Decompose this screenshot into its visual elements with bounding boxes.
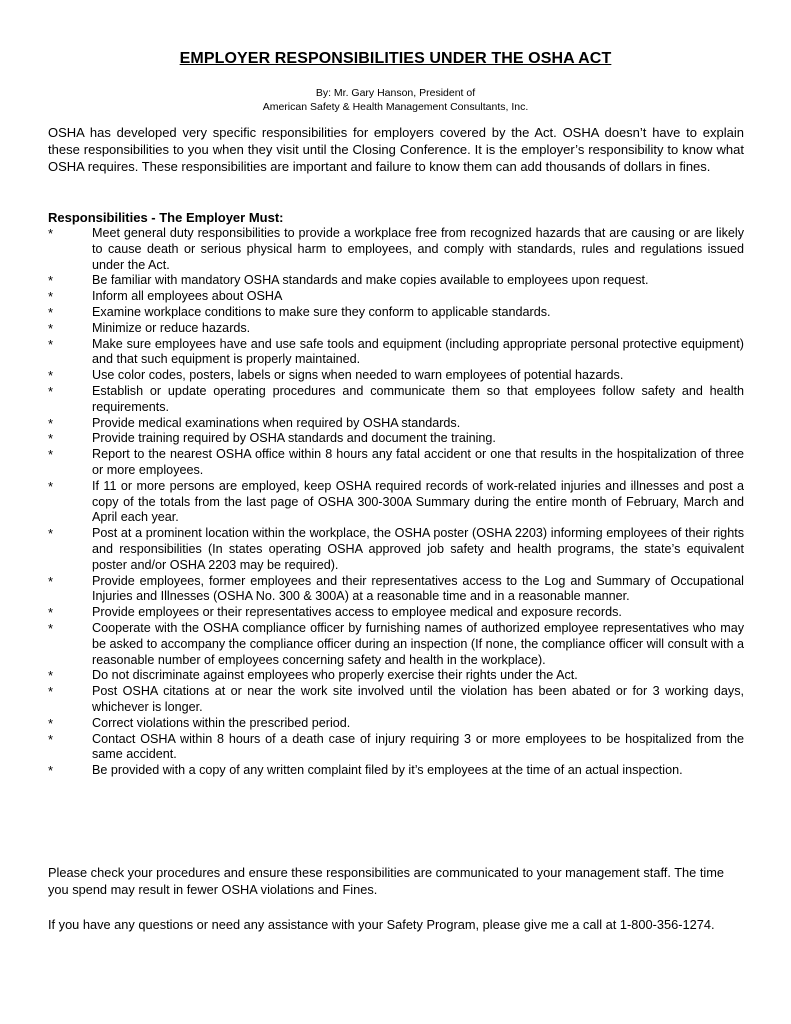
- responsibility-item: [48, 668, 744, 684]
- responsibility-item: [48, 273, 744, 289]
- responsibility-text: Provide medical examinations when required by OSHA standards.: [92, 415, 461, 430]
- bullet-marker: *: [48, 273, 54, 289]
- responsibility-text: Be provided with a copy of any written complaint filed by it’s employees at the time of an actual inspection.: [92, 763, 683, 778]
- responsibility-text: Provide employees, former employees and their representatives access to the Log and Summary of Occupational Injuries and Illnesses (OSHA No. 300 & 300A) at a reasonable time and in a reasonable manner.: [92, 573, 744, 604]
- bullet-marker: *: [48, 336, 54, 352]
- byline-company: American Safety & Health Management Consultants, Inc.: [262, 101, 529, 113]
- bullet-marker: *: [48, 573, 54, 589]
- bullet-marker: *: [48, 763, 54, 779]
- responsibility-text: Contact OSHA within 8 hours of a death case of injury requiring 3 or more employees to be hospitalized from the same accident.: [92, 731, 744, 762]
- responsibility-item: [48, 574, 744, 606]
- responsibility-item: [48, 226, 744, 273]
- bullet-marker: *: [48, 304, 54, 320]
- bullet-marker: *: [48, 415, 54, 431]
- responsibility-item: [48, 621, 744, 668]
- responsibility-text: Provide employees or their representatives access to employee medical and exposure records.: [92, 605, 622, 620]
- responsibility-text: Examine workplace conditions to make sure they conform to applicable standards.: [92, 304, 551, 319]
- responsibility-text: Post OSHA citations at or near the work site involved until the violation has been abated or for 3 working days, whichever is longer.: [92, 684, 744, 714]
- responsibility-item: [48, 384, 744, 416]
- responsibilities-heading: Responsibilities - The Employer Must:: [48, 210, 284, 225]
- responsibility-item: [48, 716, 744, 732]
- responsibility-item: [48, 431, 744, 447]
- bullet-marker: *: [48, 431, 54, 447]
- responsibility-item: [48, 684, 744, 716]
- bullet-marker: *: [48, 289, 54, 305]
- responsibility-text: If 11 or more persons are employed, keep OSHA required records of work-related injuries and illnesses and post a copy of the totals from the last page of OSHA 300-300A Summary during the entire month of February, March and April each year.: [92, 478, 744, 525]
- responsibility-text: Do not discriminate against employees who properly exercise their rights under the Act.: [92, 668, 578, 683]
- responsibility-item: [48, 526, 744, 573]
- bullet-marker: *: [48, 368, 54, 384]
- responsibility-text: Inform all employees about OSHA: [92, 289, 283, 304]
- responsibility-item: [48, 289, 744, 305]
- responsibility-item: [48, 368, 744, 384]
- bullet-marker: *: [48, 731, 54, 747]
- responsibility-text: Use color codes, posters, labels or signs when needed to warn employees of potential hazards.: [92, 368, 624, 383]
- responsibilities-list: [48, 226, 744, 779]
- closing-paragraph: Please check your procedures and ensure these responsibilities are communicated to your management staff. The time you spend may result in fewer OSHA violations and Fines.: [48, 865, 724, 897]
- responsibility-text: Make sure employees have and use safe tools and equipment (including appropriate personal protective equipment) and that such equipment is properly maintained.: [92, 336, 744, 367]
- responsibility-text: Correct violations within the prescribed period.: [92, 715, 351, 730]
- responsibility-item: [48, 416, 744, 432]
- responsibility-item: [48, 337, 744, 369]
- responsibility-text: Meet general duty responsibilities to provide a workplace free from recognized hazards that are causing or are likely to cause death or serious physical harm to employees, and comply with standards, rules and regulations issued under the Act.: [92, 226, 744, 272]
- byline-author: By: Mr. Gary Hanson, President of: [315, 87, 476, 99]
- responsibility-item: [48, 447, 744, 479]
- responsibility-item: [48, 479, 744, 526]
- responsibility-text: Post at a prominent location within the workplace, the OSHA poster (OSHA 2203) informing employees of their rights and responsibilities (In states operating OSHA approved job safety and health programs, the state’s equivalent poster and/or OSHA 2203 may be required).: [92, 526, 744, 572]
- bullet-marker: *: [48, 620, 54, 636]
- responsibility-item: [48, 305, 744, 321]
- responsibility-item: [48, 763, 744, 779]
- responsibility-text: Provide training required by OSHA standards and document the training.: [92, 431, 496, 446]
- responsibility-text: Be familiar with mandatory OSHA standards and make copies available to employees upon request.: [92, 273, 649, 288]
- bullet-marker: *: [48, 447, 54, 463]
- bullet-marker: *: [48, 383, 54, 399]
- bullet-marker: *: [48, 526, 54, 542]
- bullet-marker: *: [48, 478, 54, 494]
- contact-paragraph: If you have any questions or need any assistance with your Safety Program, please give me a call at 1-800-356-1274.: [48, 917, 715, 932]
- byline: [0, 86, 791, 114]
- responsibility-text: Report to the nearest OSHA office within 8 hours any fatal accident or one that results in the hospitalization of three or more employees.: [92, 447, 744, 477]
- intro-paragraph: OSHA has developed very specific responsibilities for employers covered by the Act. OSHA doesn’t have to explain these responsibilities to you when they visit until the Closing Conference. It is the employer’s responsibility to know what OSHA requires. These responsibilities are important and failure to know them can add thousands of dollars in fines.: [48, 125, 744, 174]
- bullet-marker: *: [48, 226, 54, 241]
- bullet-marker: *: [48, 684, 54, 700]
- bullet-marker: *: [48, 320, 54, 336]
- bullet-marker: *: [48, 605, 54, 621]
- responsibility-item: [48, 321, 744, 337]
- bullet-marker: *: [48, 668, 54, 684]
- responsibility-item: [48, 605, 744, 621]
- responsibility-text: Minimize or reduce hazards.: [92, 320, 251, 335]
- responsibility-item: [48, 732, 744, 764]
- responsibility-text: Cooperate with the OSHA compliance officer by furnishing names of authorized employee representatives who may be asked to accompany the compliance officer during an inspection (If none, the compliance officer will consult with a reasonable number of employees concerning safety and health in the workplace).: [92, 620, 744, 667]
- document-title: EMPLOYER RESPONSIBILITIES UNDER THE OSHA ACT: [179, 50, 612, 67]
- bullet-marker: *: [48, 715, 54, 731]
- responsibility-text: Establish or update operating procedures and communicate them so that employees follow safety and health requirements.: [92, 383, 744, 414]
